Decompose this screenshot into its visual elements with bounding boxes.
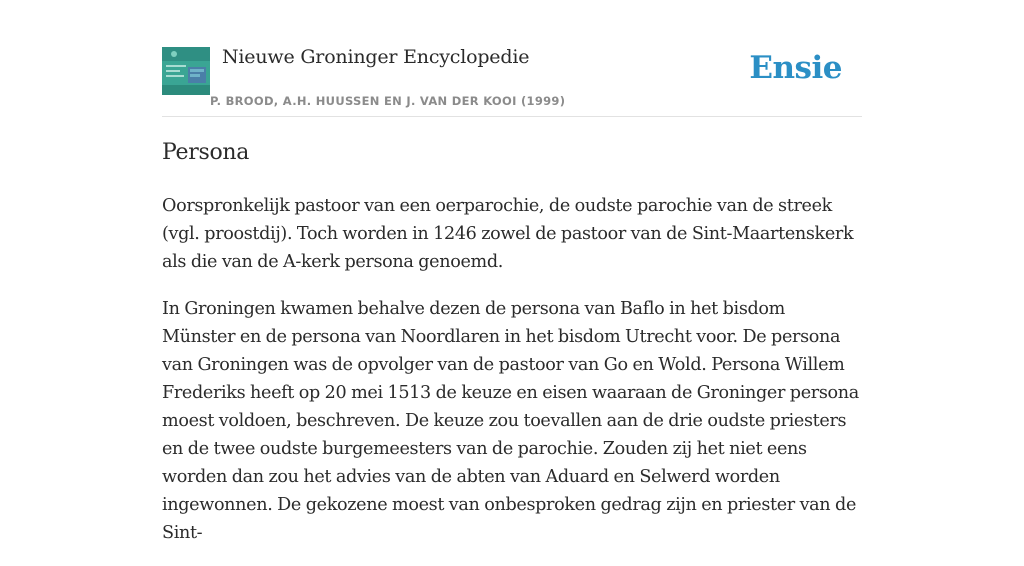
ensie-logo-link[interactable]: Ensie — [749, 50, 842, 86]
entry-body — [162, 192, 862, 566]
book-authors: P. BROOD, A.H. HUUSSEN EN J. VAN DER KOOI (1999) — [210, 94, 566, 108]
entry-paragraph: Oorspronkelijk pastoor van een oerparochie, de oudste parochie van de streek (vgl. proostdij). Toch worden in 1246 zowel de pastoor van de Sint-Maartenskerk als die van de A-kerk persona genoemd. — [162, 196, 854, 272]
book-title[interactable]: Nieuwe Groninger Encyclopedie — [222, 46, 530, 68]
entry-paragraph: In Groningen kwamen behalve dezen de persona van Baflo in het bisdom Münster en de persona van Noordlaren in het bisdom Utrecht voor. De persona van Groningen was de opvolger van de pastoor van Go en Wold. Persona Willem Frederiks heeft op 20 mei 1513 de keuze en eisen waaraan de Groninger persona moest voldoen, beschreven. De keuze zou toevallen aan de drie oudste priesters en de twee oudste burgemeesters van de parochie. Zouden zij het niet eens worden dan zou het advies van de abten van Aduard en Selwerd worden ingewonnen. De gekozene moest van onbesproken gedrag zijn en priester van de Sint- — [162, 299, 859, 543]
entry-title: Persona — [162, 140, 250, 165]
page — [162, 0, 862, 543]
book-cover-thumbnail-graphic — [162, 47, 210, 95]
book-cover-thumbnail-icon[interactable] — [162, 47, 210, 95]
header — [162, 0, 862, 117]
